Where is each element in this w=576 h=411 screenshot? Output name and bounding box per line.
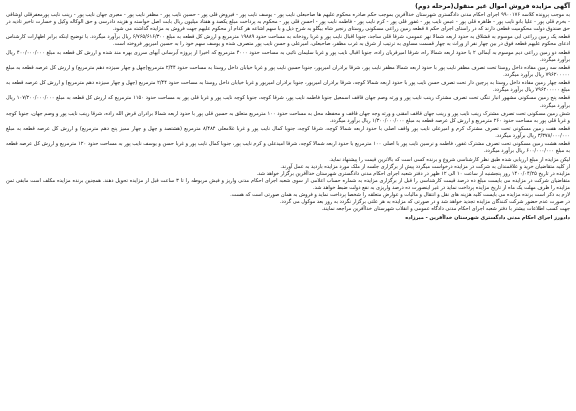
parcel-4-paragraph: قطعه چهار زمین مفاده داخل روستا به پرچین دار تحت تصرف حسن نایب پور با حدود اربعه شمالا کوچه، شرقا برادران امیرپور، جنوبا برادران امیرپور و غربا خیابان داخل روستا به مساحت حدود ۲/۴۴ مترمربع (چهل و چهار سیزده دهم مترمربع) و ارزش کل عرصه قطعه به مبلغ ۷۹۶۲۰۰۰۰۰ ریال برآورد میگردد.: [6, 80, 570, 94]
parcel-2-paragraph: قطعه دو زمین زراعی دیم موسوم به آیمالی ۲ با حدود اربعه شمالا راه، شرقا امیرقربان زاده، جنوبا اقبال نایب پور و غربا سلیمان نائبی به مساحت حدود ۴۰۰۰ مترمربع که اخیرا از پروژه آبرسانی آبهای سرزی بهره مند شده و ارزش کل قطعه به مبلغ ۴۰۰/۰۰۰/۰۰۰ ریال برآورد میگردد.: [6, 49, 570, 63]
condition-2: از کلیه متقاضیان خرید و علاقمندان به شرکت در مزایده درخواست میگردد پیش از برگزاری جلسه از ملک مورد مزایده بازدید به عمل آورند.: [280, 163, 570, 170]
condition-1: لیکن مزایده از مبلغ ارزیابی شده طبق نظر کارشناسی شروع و برنده کسی است که بالاترین قیمت را پیشنهاد نماید.: [329, 156, 570, 163]
parcel-6-paragraph: شش زمین مسکونی تحت تصرف مشترک زینب نایب پور و زینب جهان قاقف امقنی و ورثه وجه جهان قاقف و محفظه محل به مساحت حدود ۱۰۰ مترمربع متعلق به حسین قلی پور با حدود اربعه شمالا برادران قرض الله زاده، شرقا زینب نایب پور و وصم جهان، جنوبا کوچه و غربا قلی پور به مساحت حدود ۲۶۰ مترمربع و ارزش کل عرصه قطعه به مبلغ ۱/۳۰۰/۰۰۰/۰۰۰ ریال برآورد میگردد.: [6, 110, 570, 124]
condition-5: لازم به ذکر است برنده مزایده می بایست کلیه هزینه های نقل و انتقال و مالیات و عوارض متعلقه را شخصا پرداخت نماید و فروش به همان صورتی است که هست.: [230, 191, 570, 198]
notice-title: آگهی مزایده فروش اموال غیر منقول(مرحله دوم): [415, 3, 570, 10]
signature-line: دادورز اجرای احکام مدنی دادگستری شهرستان خداآفرین - میرزاده: [405, 214, 570, 221]
condition-4: متقاضیان شرکت در مزایده می بایست مبلغ ده درصد قیمت کارشناسی را قبل از برگزاری مزایده به شماره حساب اعلامی از سوی شعبه اجرای احکام مدنی واریز و فیش مربوطه را تا ۳ ساعت قبل از مزایده تحویل دهند. همچنین برنده مزایده مکلف است مابقی ثمن مزایده را ظرف مهلت یک ماه از تاریخ مزایده پرداخت نماید در غیر اینصورت ده درصد واریزی به نفع دولت ضبط خواهد شد.: [6, 177, 570, 191]
parcel-7-paragraph: قطعه هفت زمین مسکونی تحت تصرف مشترک کرم و امیرعلی نایب پور واقف اصلی با حدود اربعه شمالا کوچه، شرقا کوچه، جنوبا کمال نایب پور و غربا غلامعلی ۸/۴۸۴ مترمربع (هشتصد و چهل و چهار ممیز پنج دهم مترمربع) و ارزش کل عرصه قطعه به مبلغ ۳/۳۷۸/۰۰۰/۰۰۰ ریال برآورد میگردد.: [6, 126, 570, 140]
condition-3: مزایده در تاریخ ۱۴۰۰/۰۴/۲۵ روز پنجشنبه از ساعت ۱۰ الی ۱۲ ظهر در دفتر شعبه اجرای احکام مدنی دادگستری شهرستان خداآفرین برگزار خواهد شد.: [256, 170, 570, 177]
condition-6: در صورت عدم حضور شرکت کنندگان مزایده تجدید خواهد شد و در صورتی که مزایده به هر علتی برگزار نگردد به روز بعد موکول می گردد.: [279, 198, 570, 205]
notice-footer: [6, 215, 570, 222]
parcel-3-paragraph: قطعه سه زمین مفاده داخل روستا تحت تصرف مظفر نایب پور با حدود اربعه شمالا مظفر نایب پور، شرقا برادران امیرپور، جنوبا حسین نایب پور و غربا خیابان داخل روستا به مساحت حدود ۲/۴۴ مترمربع(چهل و چهار سیزده دهم مترمربع) و ارزش کل عرصه قطعه به مبلغ ۷۹۶۲۰۰۰۰۰ ریال برآورد میگردد.: [6, 64, 570, 78]
parcel-1-paragraph: قطعه یک زمین زراعی ابی موسوم به قشلاق به حدود اربعه شمالا نهر عمومی، شرقا قلی ساجد، جنوبا اقبال نایب پور و غربا رودخانه به مساحت حدود ۱۹۸۸۹ مترمربع و ارزش کل قطعه به مبلغ ۶/۷۶۵/۶۱۶/۳۰۰ ریال برآورد میگردد. با توضیح اینکه برابر اظهارات کارشناس ادعای محکوم علیهم قطعه فوق در بین چهار نفر از وراث به چهار قسمت مساوی به ترتیب از شرق به غرب مظفر، صاحبعلی، امیرعلی و حسن نایب پور متصرف شده و یوسف سهم خود را به حسین امیرپور فروخته است.: [6, 34, 570, 48]
condition-7: جهت کسب اطلاعات بیشتر با دفتر شعبه اجرای احکام مدنی دادگاه عمومی و انقلاب شهرستان خداآفرین مراجعه نمایند.: [321, 205, 570, 212]
intro-paragraph: به موجب پرونده کلاسه ۹۹۰۰۱۷۶ اجرای احکام مدنی دادگستری شهرستان خداآفرین بموجب حکم صادره محکوم علیهم ها صاحبعلی نایب پور - یوسف نایب پور - فیروض قلی پور - حسین نایب پور - مظفر نایب پور - معبری جهان نایب پور - زینب نایب پورمعفرقلی اوشاقی - بخرم قلی پور - علیا بانو نایب پور - طاهره قلی پور - عبس نایب پور - غفور قلی پور - کرم نایب پور - فاطمه نایب پور - احسن قلی پور - محکوم به پرداخت مبلغ یکصد و هفتاد میلیون ریال بابت اصل خواسته و هزینه دادرسی و حق الوکاله وکیل و خسارت تاخیر تادیه در حق صندوق دولت محکومیت قطعی دارند که در راستای اجرای حکم ۸ قطعه زمین زراعی مسکونی روستای زنجیر شاه بیگلو به شرح ذیل و با سهم اشاعه هر کدام از محکوم علیهم جهت فروش به مزایده گذاشته می شود.: [6, 12, 570, 33]
parcel-8-paragraph: قطعه هشت زمین مسکونی تحت تصرف مشترک غفور، فاطمه و نرسین نایب پور با اصلی ۱۰۰ مترمربع با حدود اربعه شمالا کوچه، شرقا امیدعلی و کرم نایب پور، جنوبا کمال نایب پور و غربا حسن و یوسف نایب پور به مساحت حدود ۱۲۰ مترمربع و ارزش کل عرصه قطعه به مبلغ ۶۰۰/۰۰۰/۰۰۰ ریال برآورد میگردد.: [6, 141, 571, 155]
parcel-5-paragraph: قطعه پنج زمین مسکونی مشهور انبار تنگی تحت تصرف مشترک زینب نایب پور و ورثه وصم جهان قاقف اسمعیل جنوبا فاطمه نایب پور، شرقا کوچه، جنوبا کوچه نایب پور و غربا قلی پور به مساحت حدود ۱۱۵۰ مترمربع که ارزش کل قطعه به مبلغ ۱۰۷/۲۰۰/۰۰۰/۰۰۰ ریال برآورد میگردد.: [6, 95, 570, 109]
